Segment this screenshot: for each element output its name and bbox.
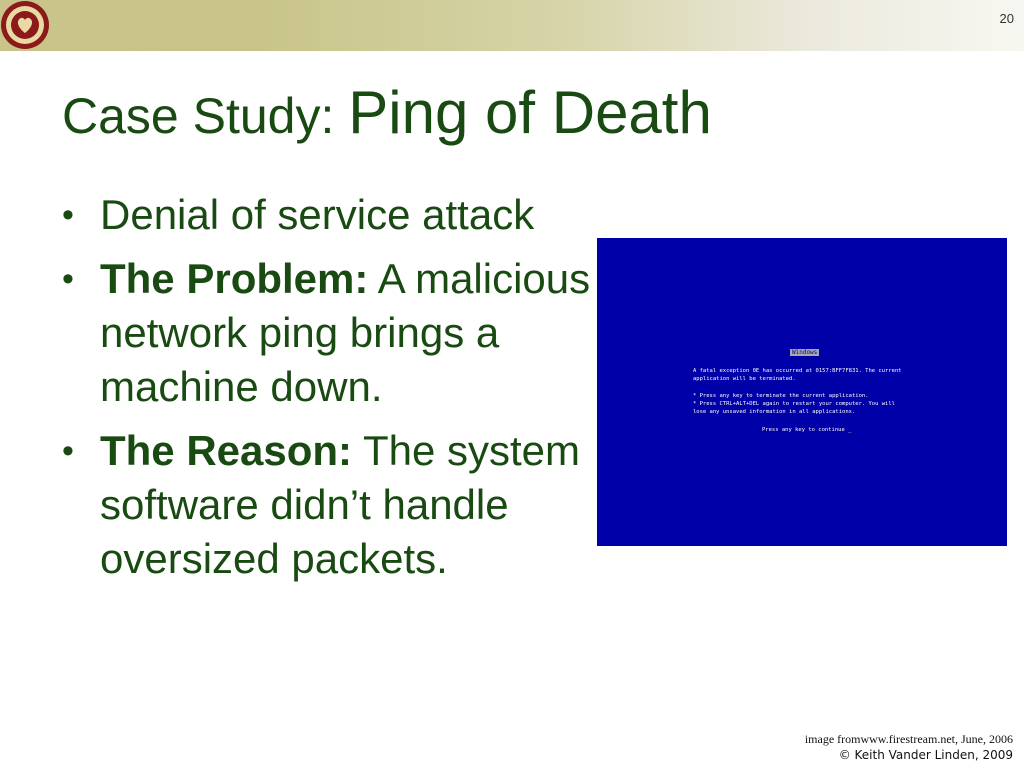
blue-screen-image bbox=[597, 238, 1007, 546]
bullet-item bbox=[62, 252, 592, 414]
bullet-item bbox=[62, 424, 592, 586]
bullet-icon: • bbox=[62, 260, 74, 298]
bsod-line: lose any unsaved information in all applications. bbox=[693, 409, 856, 415]
bullet-bold-label: The Problem: bbox=[100, 255, 369, 302]
bsod-line: A fatal exception 0E has occurred at 0157:BFF7F831. The current bbox=[693, 368, 902, 374]
image-credit: image fromwww.firestream.net, June, 2006 bbox=[804, 732, 1013, 746]
bullet-list bbox=[62, 188, 592, 596]
title-prefix: Case Study: bbox=[62, 88, 349, 144]
bsod-line: application will be terminated. bbox=[693, 376, 796, 382]
bsod-windows-label: Windows bbox=[792, 349, 818, 356]
title-topic: Ping of Death bbox=[348, 79, 712, 146]
bsod-line: * Press any key to terminate the current application. bbox=[693, 393, 869, 399]
page-title bbox=[62, 78, 712, 147]
bullet-bold-label: The Reason: bbox=[100, 427, 353, 474]
header-band bbox=[0, 0, 1024, 51]
university-seal-icon bbox=[0, 0, 52, 51]
bullet-item bbox=[62, 188, 592, 242]
bullet-text: The system software didn’t handle oversized packets. bbox=[100, 427, 581, 582]
copyright: © Keith Vander Linden, 2009 bbox=[838, 748, 1013, 762]
bullet-icon: • bbox=[62, 432, 74, 470]
bullet-text: Denial of service attack bbox=[100, 191, 535, 238]
bsod-line: Press any key to continue _ bbox=[762, 427, 852, 433]
bullet-text: A malicious network ping brings a machine down. bbox=[100, 255, 591, 410]
bsod-line: * Press CTRL+ALT+DEL again to restart your computer. You will bbox=[693, 401, 895, 407]
slide-number: 20 bbox=[999, 11, 1014, 26]
bullet-icon: • bbox=[62, 196, 74, 234]
